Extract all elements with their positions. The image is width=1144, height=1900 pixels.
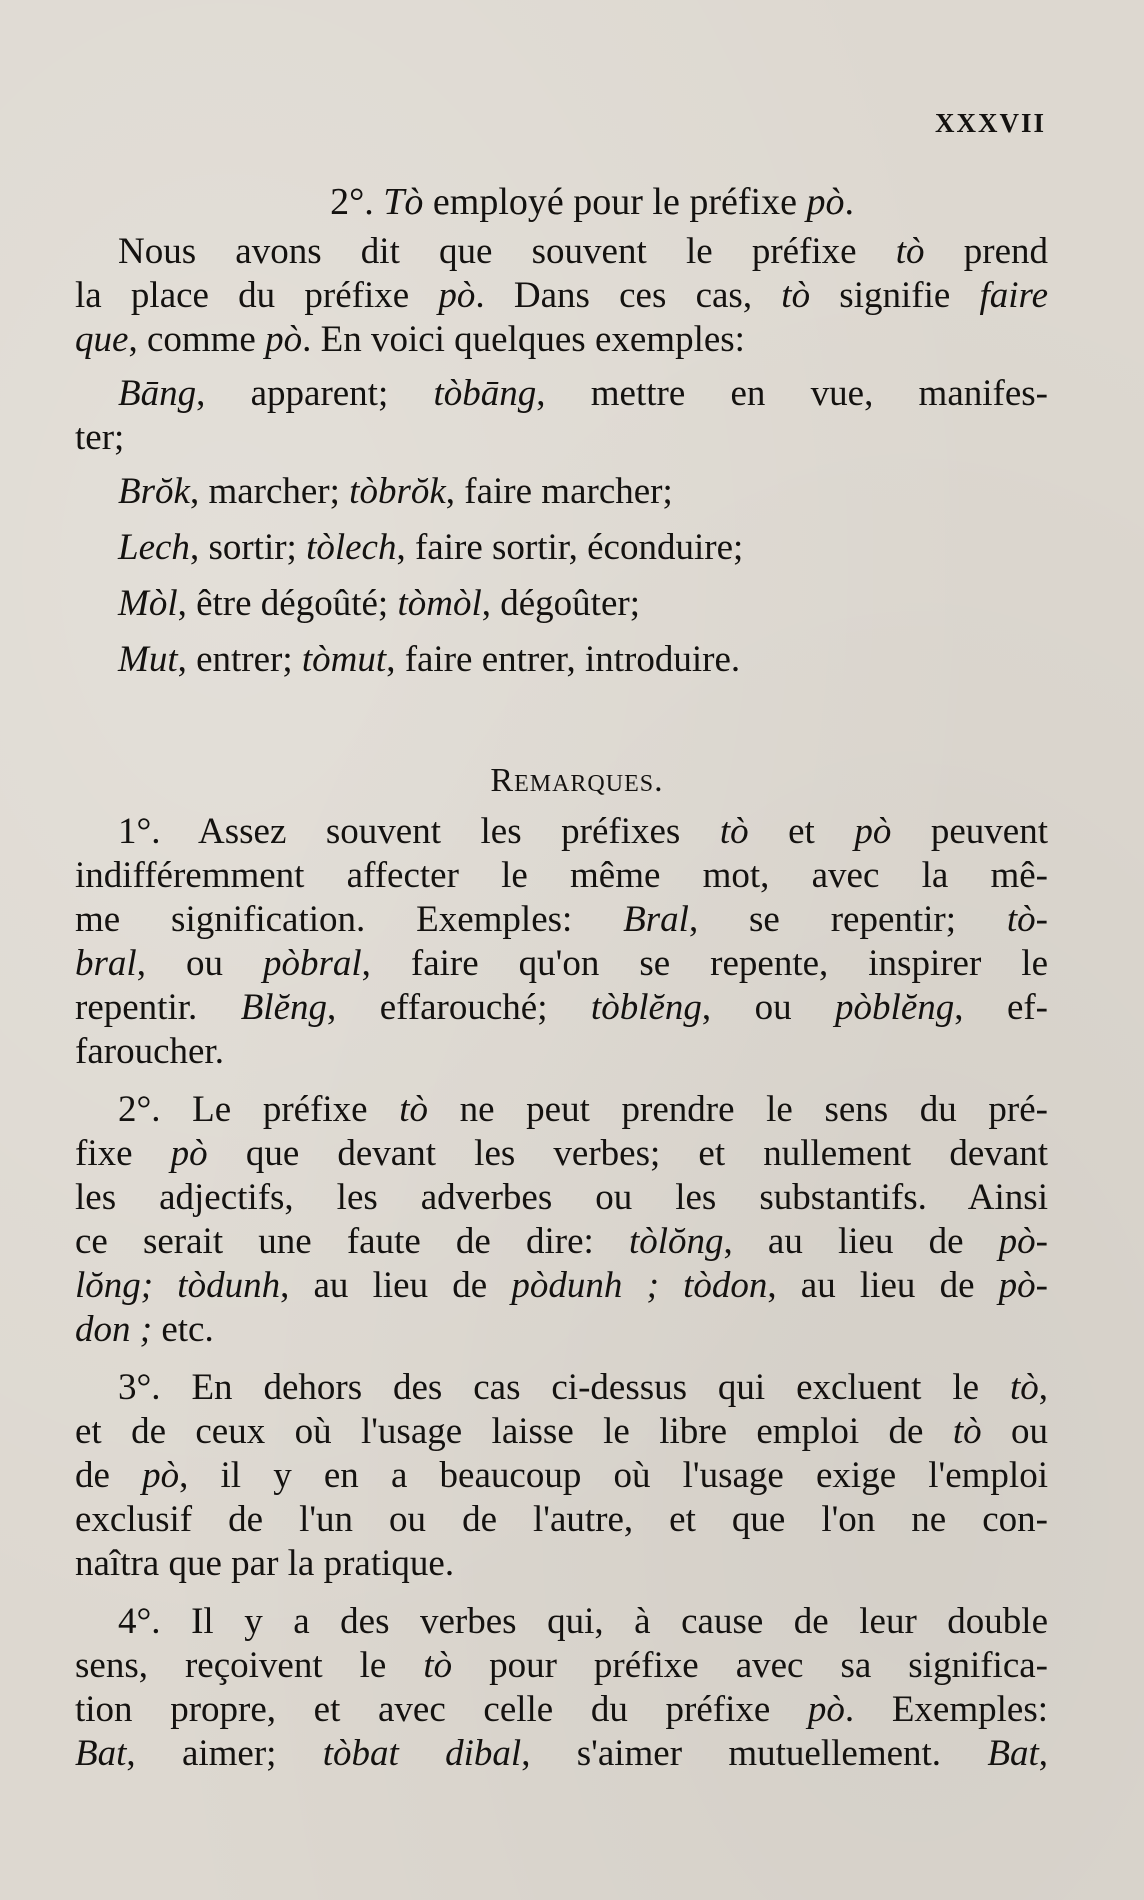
- text-line: [75, 1498, 1048, 1542]
- italic-term: tò: [781, 275, 811, 316]
- text-run: , faire qu'on se repente, inspirer le: [361, 943, 1049, 984]
- italic-term: tòmut: [301, 639, 387, 680]
- text-run: ter;: [75, 417, 125, 458]
- italic-term: pò-: [998, 1221, 1048, 1262]
- text-run: ,: [1038, 1367, 1048, 1408]
- italic-term: bral: [75, 943, 137, 984]
- text-line: [118, 1366, 1048, 1410]
- text-run: , faire marcher;: [445, 471, 673, 512]
- italic-term: tòbrŏk: [349, 471, 446, 512]
- italic-term: pòdunh ; tòdon: [511, 1265, 768, 1306]
- text-run: 2°. Le préfixe: [118, 1089, 400, 1130]
- italic-term: tò-: [1006, 899, 1048, 940]
- italic-term: tòbāng: [433, 373, 537, 414]
- italic-term: tò: [399, 1089, 428, 1130]
- italic-term: tò: [719, 811, 749, 852]
- text-run: , comme: [128, 319, 266, 360]
- text-run: tion propre, et avec celle du préfixe: [75, 1689, 808, 1730]
- page-number: XXXVII: [934, 108, 1046, 138]
- italic-term: tòbat dibal: [322, 1733, 522, 1774]
- text-run: naîtra que par la pratique.: [75, 1543, 455, 1584]
- text-run: , il y en a beaucoup où l'usage exige l'emploi: [179, 1455, 1048, 1496]
- text-line: [75, 854, 1048, 898]
- text-run: signifie: [810, 275, 980, 316]
- text-run: 4°. Il y a des verbes qui, à cause de leur double: [118, 1601, 1048, 1642]
- text-line: [118, 810, 1048, 854]
- text-line: [75, 1264, 1048, 1308]
- text-run: , s'aimer mutuellement.: [521, 1733, 988, 1774]
- italic-term: pò: [806, 181, 845, 223]
- text-line: [75, 1410, 1048, 1454]
- italic-term: pò: [854, 811, 892, 852]
- italic-term: tòblĕng: [590, 987, 702, 1028]
- italic-term: Bral: [623, 899, 689, 940]
- text-run: employé pour le préfixe: [423, 181, 807, 223]
- text-run: . En voici quelques exemples:: [302, 319, 745, 360]
- text-run: , être dégoûté;: [177, 583, 398, 624]
- italic-term: pò: [265, 319, 303, 360]
- text-line: [118, 372, 1048, 416]
- italic-term: tò: [1009, 1367, 1039, 1408]
- text-line: [75, 1644, 1048, 1688]
- italic-term: pòblĕng: [835, 987, 955, 1028]
- text-line: [75, 1220, 1048, 1264]
- text-run: me signification. Exemples:: [75, 899, 624, 940]
- italic-term: pò: [807, 1689, 845, 1730]
- text-run: ,: [1038, 1733, 1048, 1774]
- text-run: , apparent;: [196, 373, 434, 414]
- text-run: 1°. Assez souvent les préfixes: [118, 811, 720, 852]
- text-run: , au lieu de: [723, 1221, 999, 1262]
- italic-term: que: [75, 319, 129, 360]
- italic-term: pò-: [998, 1265, 1048, 1306]
- text-line: [75, 1132, 1048, 1176]
- text-run: repentir.: [75, 987, 241, 1028]
- italic-term: Lech: [118, 527, 190, 568]
- italic-term: Bat: [987, 1733, 1039, 1774]
- italic-term: pòbral: [262, 943, 362, 984]
- text-line: [75, 1308, 1048, 1352]
- italic-term: Tò: [383, 181, 424, 223]
- italic-term: Brŏk: [118, 471, 190, 512]
- text-run: , marcher;: [189, 471, 350, 512]
- italic-term: tò: [952, 1411, 982, 1452]
- text-run: ce serait une faute de dire:: [75, 1221, 629, 1262]
- text-run: ne peut prendre le sens du pré-: [428, 1089, 1048, 1130]
- italic-term: faire: [979, 275, 1049, 316]
- text-line: [118, 638, 1048, 682]
- text-run: etc.: [152, 1309, 214, 1350]
- remarques-title: [0, 762, 1144, 800]
- text-run: Nous avons dit que souvent le préfixe: [118, 231, 896, 272]
- text-line: [75, 274, 1048, 318]
- text-line: [118, 526, 1048, 570]
- text-line: [118, 582, 1048, 626]
- italic-term: Mòl: [118, 583, 178, 624]
- text-run: . Dans ces cas,: [475, 275, 782, 316]
- italic-term: pò: [438, 275, 476, 316]
- text-run: . Exemples:: [844, 1689, 1048, 1730]
- text-line: [75, 416, 1048, 460]
- text-run: que devant les verbes; et nullement devant: [207, 1133, 1048, 1174]
- italic-term: lŏng; tòdunh: [75, 1265, 281, 1306]
- text-line: [118, 470, 1048, 514]
- italic-term: Bāng: [118, 373, 197, 414]
- text-run: , mettre en vue, manifes-: [536, 373, 1048, 414]
- section-heading: [0, 180, 1144, 224]
- text-line: [75, 1542, 1048, 1586]
- text-line: [118, 1088, 1048, 1132]
- text-run: la place du préfixe: [75, 275, 439, 316]
- text-line: [118, 1600, 1048, 1644]
- text-run: et de ceux où l'usage laisse le libre emploi de: [75, 1411, 953, 1452]
- text-run: , au lieu de: [767, 1265, 999, 1306]
- remarques-title-text: Remarques.: [490, 762, 664, 799]
- text-run: fixe: [75, 1133, 171, 1174]
- text-run: , ou: [136, 943, 263, 984]
- text-line: [75, 1688, 1048, 1732]
- text-run: , ou: [701, 987, 836, 1028]
- text-run: .: [844, 181, 854, 223]
- text-run: sens, reçoivent le: [75, 1645, 424, 1686]
- text-run: les adjectifs, les adverbes ou les substantifs. Ainsi: [75, 1177, 1048, 1218]
- text-line: [75, 986, 1048, 1030]
- text-run: , entrer;: [177, 639, 302, 680]
- italic-term: tòlech: [306, 527, 397, 568]
- text-run: et: [748, 811, 855, 852]
- text-line: [75, 1732, 1048, 1776]
- italic-term: pò: [170, 1133, 208, 1174]
- text-run: indifféremment affecter le même mot, avec la mê-: [75, 855, 1048, 896]
- text-run: , effarouché;: [327, 987, 591, 1028]
- text-line: [75, 1030, 1048, 1074]
- text-line: [118, 230, 1048, 274]
- text-run: exclusif de l'un ou de l'autre, et que l'on ne con-: [75, 1499, 1048, 1540]
- italic-term: Bat: [75, 1733, 127, 1774]
- text-line: [75, 318, 1048, 362]
- italic-term: pò: [142, 1455, 180, 1496]
- text-run: prend: [924, 231, 1048, 272]
- text-run: 3°. En dehors des cas ci-dessus qui excluent le: [118, 1367, 1010, 1408]
- italic-term: tò: [895, 231, 925, 272]
- italic-term: don ;: [75, 1309, 153, 1350]
- italic-term: tò: [423, 1645, 453, 1686]
- text-run: , se repentir;: [688, 899, 1007, 940]
- text-line: [75, 1454, 1048, 1498]
- text-run: faroucher.: [75, 1031, 224, 1072]
- text-run: de: [75, 1455, 143, 1496]
- text-run: , aimer;: [126, 1733, 323, 1774]
- text-run: peuvent: [891, 811, 1049, 852]
- text-run: ou: [981, 1411, 1049, 1452]
- text-run: , ef-: [954, 987, 1049, 1028]
- italic-term: tòmòl: [397, 583, 482, 624]
- text-run: , sortir;: [189, 527, 307, 568]
- text-run: pour préfixe avec sa significa-: [452, 1645, 1049, 1686]
- text-run: , au lieu de: [280, 1265, 512, 1306]
- text-line: [75, 942, 1048, 986]
- text-run: , faire entrer, introduire.: [386, 639, 741, 680]
- italic-term: Blĕng: [240, 987, 328, 1028]
- text-run: , faire sortir, éconduire;: [396, 527, 744, 568]
- text-line: [75, 1176, 1048, 1220]
- text-run: , dégoûter;: [481, 583, 640, 624]
- italic-term: Mut: [118, 639, 178, 680]
- italic-term: tòlŏng: [628, 1221, 724, 1262]
- text-line: [75, 898, 1048, 942]
- text-run: 2°.: [330, 181, 384, 223]
